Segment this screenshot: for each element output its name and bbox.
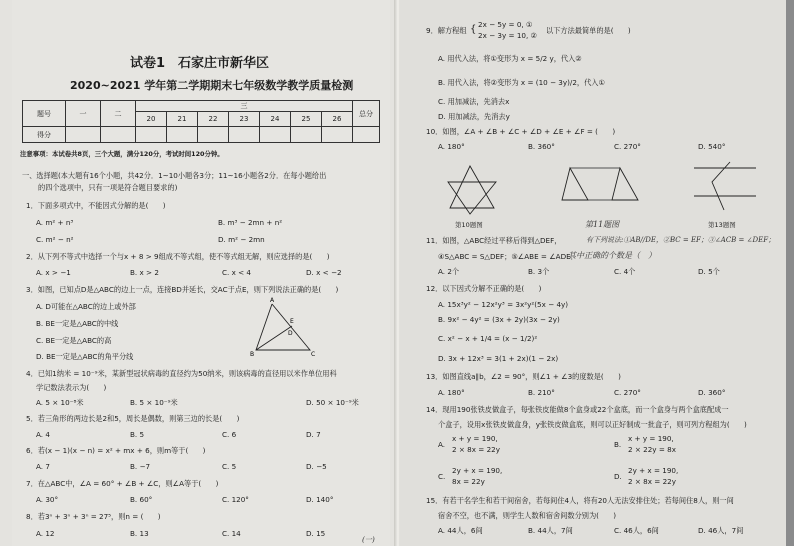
option: B. m³ − 2mn + n² xyxy=(218,218,283,227)
table-cell xyxy=(66,127,101,143)
question-stem: 1．下面多项式中，不能因式分解的是( ) xyxy=(26,201,166,210)
table-cell: 22 xyxy=(198,112,229,127)
option: B. 3个 xyxy=(528,267,550,276)
figure-q11 xyxy=(560,160,650,212)
table-cell xyxy=(198,127,229,143)
option: A. 180° xyxy=(438,142,465,151)
handwritten-note: 有下列说法:①AB//DE，②BC = EF；③∠ACB = ∠DEF； xyxy=(586,236,776,244)
option: A. 4 xyxy=(36,430,50,439)
option: B. 用代入法，将②变形为 x = (10 − 3y)/2，代入① xyxy=(438,78,605,87)
page-title: 试卷1 石家庄市新华区 xyxy=(130,56,270,71)
page-subtitle: 2020~2021 学年第二学期期末七年级数学教学质量检测 xyxy=(70,79,354,92)
option: D. 5个 xyxy=(698,267,720,276)
option: B. 5 × 10⁻⁹米 xyxy=(130,398,178,407)
table-header: 一 xyxy=(66,101,101,127)
brace: { xyxy=(470,24,477,35)
option: D. 46人，7间 xyxy=(698,526,744,535)
section-heading: 的四个选项中，只有一项是符合题目要求的) xyxy=(38,183,178,192)
table-cell xyxy=(101,127,136,143)
section-heading: 一、选择题(本大题有16个小题，共42分．1~10小题各3分；11~16小题各2分．在每小题给出 xyxy=(22,171,327,180)
table-cell: 26 xyxy=(322,112,353,127)
vertex-label: E xyxy=(290,318,294,325)
question-stem: 9．解方程组 xyxy=(426,26,467,35)
triangle-figure xyxy=(250,296,330,356)
equation: x + y = 190, xyxy=(628,434,674,443)
table-cell xyxy=(167,127,198,143)
page-edge xyxy=(786,0,794,546)
option: B. 210° xyxy=(528,388,555,397)
option: C. 用加减法，先消去x xyxy=(438,97,510,106)
table-cell: 21 xyxy=(167,112,198,127)
option: B. 60° xyxy=(130,495,153,504)
vertex-label: D xyxy=(288,330,293,337)
table-cell: 23 xyxy=(229,112,260,127)
option: B. BE一定是△ABC的中线 xyxy=(36,319,119,328)
option: B. 5 xyxy=(130,430,145,439)
option: D. 3x + 12x³ = 3(1 + 2x)(1 − 2x) xyxy=(438,354,559,363)
question-stem: 7．在△ABC中，∠A = 60° + ∠B + ∠C，则∠A等于( ) xyxy=(26,479,219,488)
page-number: (一) xyxy=(362,535,375,544)
option: D. 15 xyxy=(306,529,326,538)
equation: x + y = 190, xyxy=(452,434,498,443)
option: C. x² − x + 1/4 = (x − 1/2)² xyxy=(438,334,538,343)
option: A. 2个 xyxy=(438,267,460,276)
option: B. 13 xyxy=(130,529,149,538)
option: A. 44人，6间 xyxy=(438,526,483,535)
vertex-label: B xyxy=(250,351,255,358)
option: D. x < −2 xyxy=(306,268,342,277)
option: C. 46人，6间 xyxy=(614,526,659,535)
notice: 注意事项：本试卷共8页，三个大题，满分120分，考试时间120分钟。 xyxy=(20,150,224,158)
question-stem: 11．如图，△ABC经过平移后得到△DEF， xyxy=(426,236,562,245)
option: A. 5 × 10⁻⁸米 xyxy=(36,398,84,407)
question-stem: 学记数法表示为( ) xyxy=(36,383,107,392)
question-stem: 3．如图，已知点D是△ABC的边上一点，连接BD并延长，交AC于点E，则下列说法正确的是( ) xyxy=(26,285,339,294)
option: D. 140° xyxy=(306,495,334,504)
table-cell xyxy=(136,127,167,143)
option: A. 30° xyxy=(36,495,59,504)
option: C. 120° xyxy=(222,495,249,504)
option: D. 50 × 10⁻⁹米 xyxy=(306,398,359,407)
option: C. 4个 xyxy=(614,267,636,276)
option: D. 360° xyxy=(698,388,726,397)
table-cell xyxy=(353,127,380,143)
table-cell xyxy=(260,127,291,143)
option: A. m² + n³ xyxy=(36,218,74,227)
table-cell: 24 xyxy=(260,112,291,127)
figure-caption: 第11题图 xyxy=(585,220,620,229)
question-stem: 6．若(x − 1)(x − n) = x² + mx + 6，则m等于( ) xyxy=(26,446,206,455)
option: A. x > −1 xyxy=(36,268,71,277)
option: D. −5 xyxy=(306,462,327,471)
question-stem: 宿舍不空，也不满，则学生人数和宿舍间数分别为( ) xyxy=(438,511,617,520)
option: C. 14 xyxy=(222,529,241,538)
option: C. 270° xyxy=(614,388,641,397)
option: A. 12 xyxy=(36,529,55,538)
equation: 2y + x = 190, xyxy=(452,466,503,475)
equation: 2x − 5y = 0, ① xyxy=(478,20,533,29)
option: A. 用代入法，将①变形为 x = 5/2 y，代入② xyxy=(438,54,582,63)
figure-caption: 第13题图 xyxy=(708,221,736,229)
equation: 2 × 8x = 22y xyxy=(628,477,676,486)
equation: 2x − 3y = 10, ② xyxy=(478,31,537,40)
vertex-label: C xyxy=(311,351,316,358)
option: D. BE一定是△ABC的角平分线 xyxy=(36,352,134,361)
option: B. −7 xyxy=(130,462,151,471)
equation: 2 × 8x = 22y xyxy=(452,445,500,454)
question-stem: 5．若三角形的两边长是2和5，周长是偶数，则第三边的长是( ) xyxy=(26,414,240,423)
option: C. BE一定是△ABC的高 xyxy=(36,336,112,345)
option: D. m² − 2mn xyxy=(218,235,265,244)
table-cell xyxy=(322,127,353,143)
question-stem: 4．已知1纳米 = 10⁻⁹米，某新型冠状病毒的直径约为50纳米，则该病毒的直径用以米作单位用科 xyxy=(26,369,337,378)
table-header: 题号 xyxy=(23,101,66,127)
option: C. x < 4 xyxy=(222,268,252,277)
equation: 2y + x = 190, xyxy=(628,466,679,475)
table-cell: 25 xyxy=(291,112,322,127)
table-cell: 20 xyxy=(136,112,167,127)
handwritten-note: 其中正确的个数是（ ） xyxy=(568,251,656,260)
vertex-label: A xyxy=(270,297,275,304)
option: A. 15x³y² − 12x²y³ = 3x²y²(5x − 4y) xyxy=(438,300,569,309)
option: D. 用加减法，先消去y xyxy=(438,112,510,121)
option-label: C. xyxy=(438,472,446,481)
option: A. D可能在△ABC的边上或外部 xyxy=(36,302,136,311)
score-table xyxy=(22,100,380,143)
question-stem: 8．若3ⁿ + 3ⁿ + 3ⁿ = 27⁵，则n = ( ) xyxy=(26,512,161,521)
question-stem: 14．现用190张铁皮做盒子，每张铁皮能做8个盒身或22个盒底，而一个盒身与两个盒底配成一 xyxy=(426,405,729,414)
question-stem: 以下方法最简单的是( ) xyxy=(546,26,631,35)
table-header: 总分 xyxy=(353,101,380,127)
option: A. 7 xyxy=(36,462,50,471)
question-stem: 13．如图直线a∥b，∠2 = 90°，则∠1 + ∠3的度数是( ) xyxy=(426,372,621,381)
table-header: 三 xyxy=(136,101,353,112)
figure-q10 xyxy=(440,162,520,218)
figure-caption: 第10题图 xyxy=(455,221,483,229)
option-label: B. xyxy=(614,440,622,449)
option: D. 7 xyxy=(306,430,321,439)
question-stem: 个盒子，设用x张铁皮做盒身，y张铁皮做盒底，则可以正好制成一批盒子，则可列方程组为( ) xyxy=(438,420,747,429)
option: A. 180° xyxy=(438,388,465,397)
figure-q13 xyxy=(690,160,760,214)
table-cell xyxy=(291,127,322,143)
option: B. 44人，7间 xyxy=(528,526,573,535)
option: C. 6 xyxy=(222,430,237,439)
option: C. m² − n² xyxy=(36,235,74,244)
option: C. 270° xyxy=(614,142,641,151)
option-label: A. xyxy=(438,440,446,449)
option: B. 9x² − 4y² = (3x + 2y)(3x − 2y) xyxy=(438,315,560,324)
equation: 2 × 22y = 8x xyxy=(628,445,676,454)
option: C. 5 xyxy=(222,462,237,471)
equation: 8x = 22y xyxy=(452,477,485,486)
option: D. 540° xyxy=(698,142,726,151)
table-cell xyxy=(229,127,260,143)
question-stem: 2．从下列不等式中选择一个与x + 8 > 9组成不等式组，使不等式组无解，则应选择的是( ) xyxy=(26,252,330,261)
table-header: 二 xyxy=(101,101,136,127)
question-stem: 12．以下因式分解不正确的是( ) xyxy=(426,284,542,293)
question-stem: 10．如图，∠A + ∠B + ∠C + ∠D + ∠E + ∠F = ( ) xyxy=(426,127,616,136)
option: B. x > 2 xyxy=(130,268,159,277)
question-stem: ④S△ABC = S△DEF；⑤∠ABE = ∠ADE． xyxy=(438,252,578,261)
table-cell: 得分 xyxy=(23,127,66,143)
option: B. 360° xyxy=(528,142,555,151)
option-label: D. xyxy=(614,472,622,481)
question-stem: 15．有若干名学生和若干间宿舍，若每间住4人，将有20人无法安排住处；若每间住8人，则一间 xyxy=(426,496,734,505)
